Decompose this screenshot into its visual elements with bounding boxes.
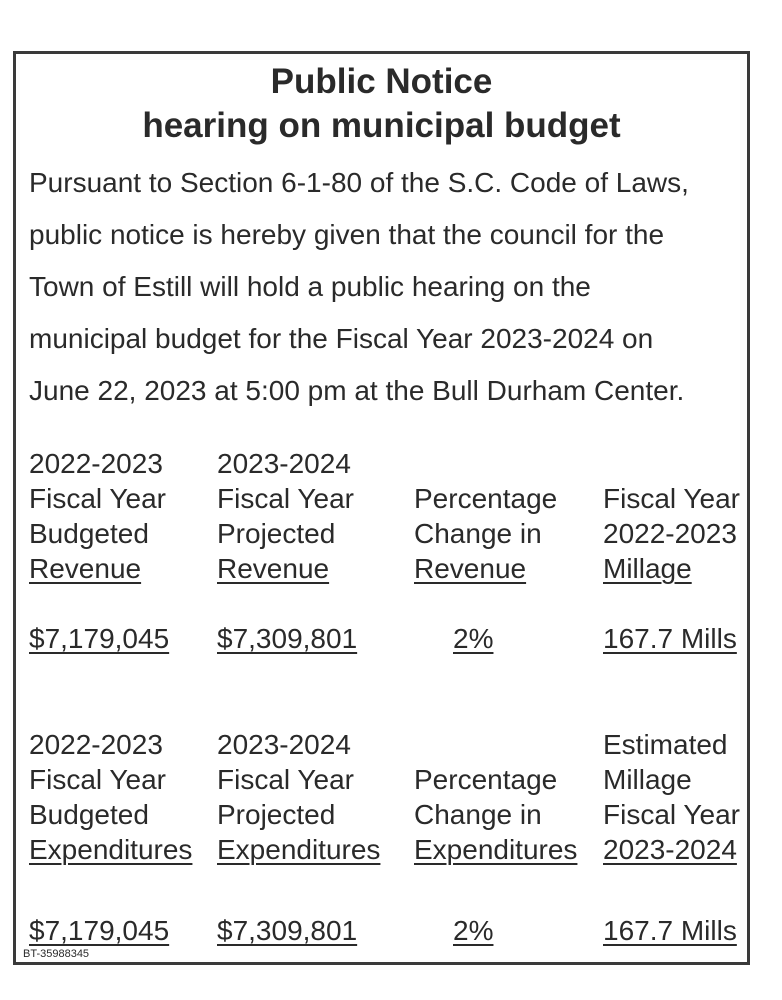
expenditure-header-percentage: Change in	[414, 799, 542, 830]
revenue-header-millage: Millage	[603, 553, 692, 584]
expenditure-header-millage: Millage	[603, 764, 692, 795]
expenditure-header-projected: 2023-2024	[217, 729, 351, 760]
public-notice	[13, 51, 750, 965]
expenditure-header-projected: Expenditures	[217, 834, 381, 865]
expenditure-header-budgeted: 2022-2023	[29, 729, 163, 760]
expenditure-value-percentage: 2%	[453, 915, 494, 946]
expenditure-header-percentage: Percentage	[414, 764, 558, 795]
revenue-header-projected: Revenue	[217, 553, 330, 584]
revenue-header-projected: Fiscal Year	[217, 483, 354, 514]
notice-subtitle: hearing on municipal budget	[142, 106, 621, 145]
revenue-value-percentage: 2%	[453, 623, 494, 654]
expenditure-header-projected: Fiscal Year	[217, 764, 354, 795]
reference-id: BT-35988345	[23, 948, 90, 960]
revenue-header-percentage: Percentage	[414, 483, 558, 514]
expenditure-header-millage: Estimated	[603, 729, 728, 760]
notice-title: Public Notice	[270, 62, 493, 101]
expenditure-header-projected: Projected	[217, 799, 336, 830]
revenue-value-millage: 167.7 Mills	[603, 623, 737, 654]
expenditure-header-budgeted: Expenditures	[29, 834, 193, 865]
revenue-header-budgeted: 2022-2023	[29, 448, 163, 479]
paragraph-line: Pursuant to Section 6-1-80 of the S.C. Code of Laws,	[29, 167, 689, 198]
expenditure-value-projected: $7,309,801	[217, 915, 358, 946]
revenue-header-budgeted: Fiscal Year	[29, 483, 166, 514]
paragraph-line: June 22, 2023 at 5:00 pm at the Bull Durham Center.	[29, 375, 685, 406]
revenue-value-budgeted: $7,179,045	[29, 623, 170, 654]
revenue-header-millage: Fiscal Year	[603, 483, 740, 514]
revenue-value-projected: $7,309,801	[217, 623, 358, 654]
revenue-header-budgeted: Revenue	[29, 553, 142, 584]
expenditure-header-budgeted: Budgeted	[29, 799, 149, 830]
revenue-header-millage: 2022-2023	[603, 518, 737, 549]
expenditure-value-millage: 167.7 Mills	[603, 915, 737, 946]
expenditure-header-budgeted: Fiscal Year	[29, 764, 166, 795]
paragraph-line: Town of Estill will hold a public hearing on the	[29, 271, 591, 302]
revenue-header-budgeted: Budgeted	[29, 518, 149, 549]
expenditure-header-millage: 2023-2024	[603, 834, 737, 865]
paragraph-line: municipal budget for the Fiscal Year 2023-2024 on	[29, 323, 654, 354]
expenditure-header-percentage: Expenditures	[414, 834, 578, 865]
revenue-header-percentage: Change in	[414, 518, 542, 549]
revenue-header-projected: Projected	[217, 518, 336, 549]
expenditure-header-millage: Fiscal Year	[603, 799, 740, 830]
paragraph-line: public notice is hereby given that the council for the	[29, 219, 665, 250]
expenditure-value-budgeted: $7,179,045	[29, 915, 170, 946]
revenue-header-percentage: Revenue	[414, 553, 527, 584]
revenue-header-projected: 2023-2024	[217, 448, 351, 479]
